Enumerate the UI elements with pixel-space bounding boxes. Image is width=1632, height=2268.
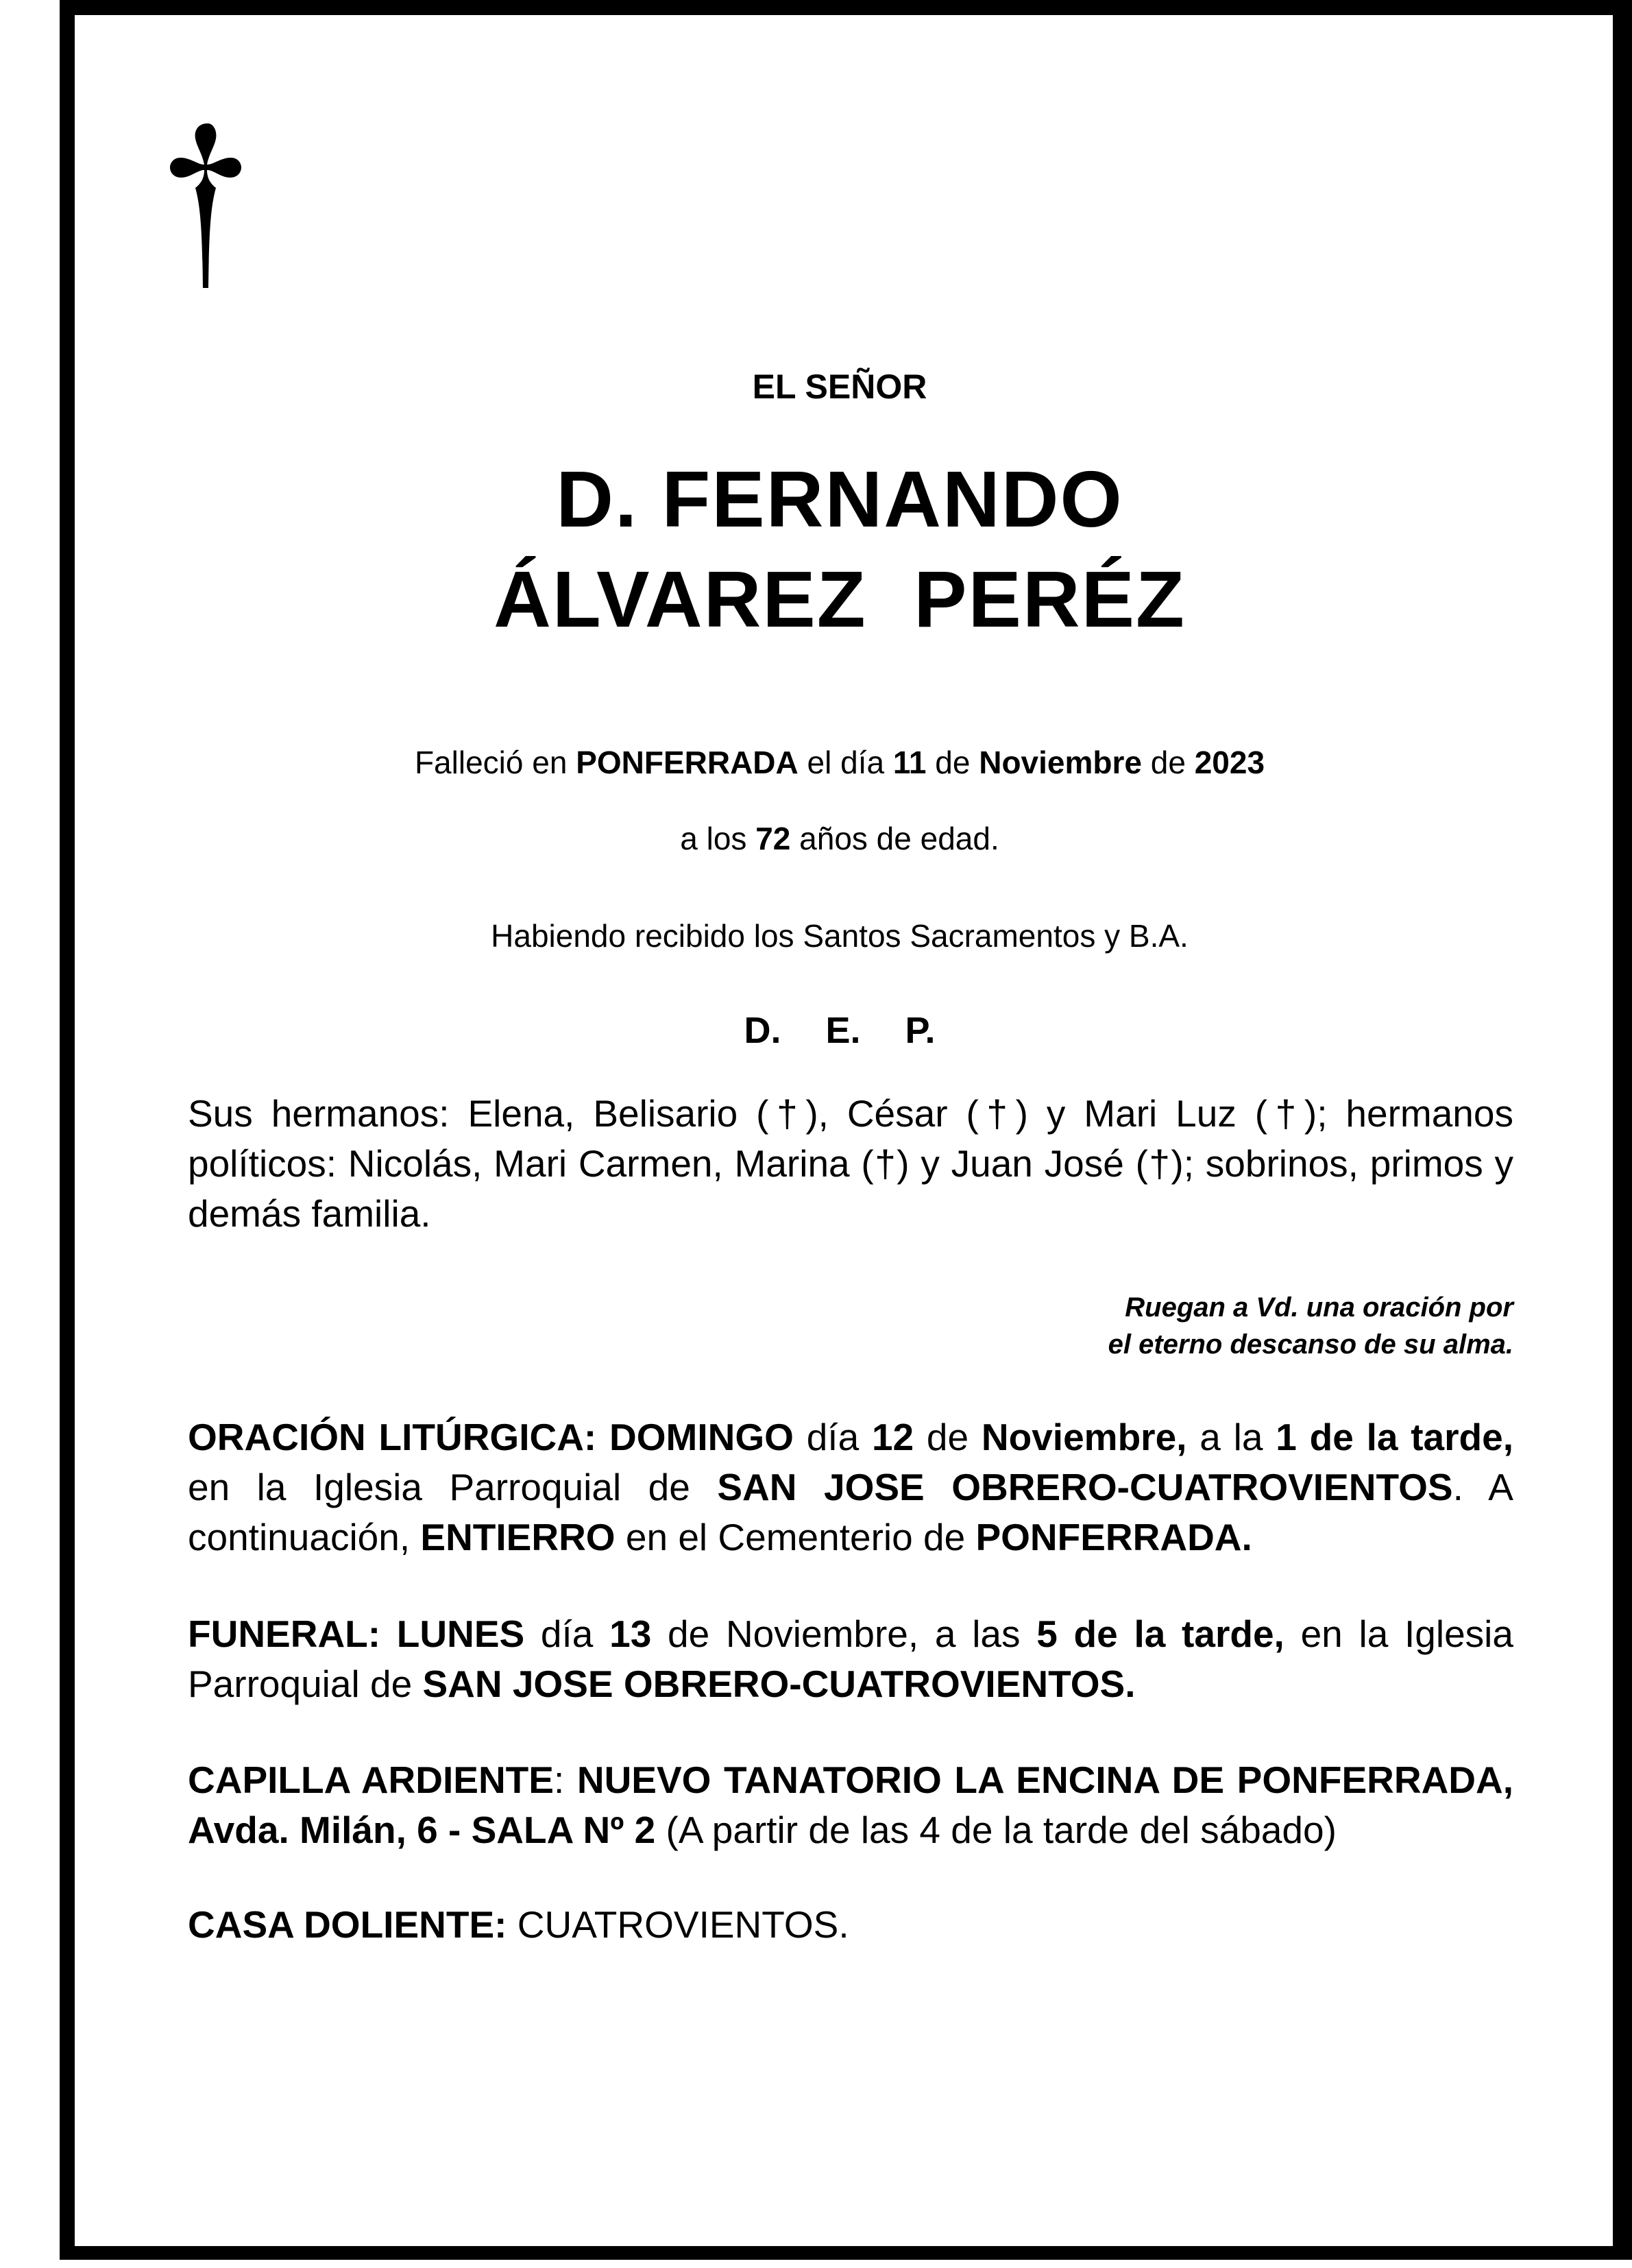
bold-text-segment: CAPILLA ARDIENTE: [188, 1759, 554, 1801]
bold-text-segment: SAN JOSE OBRERO-CUATROVIENTOS.: [422, 1663, 1136, 1705]
age-info: [75, 820, 1604, 857]
text-segment: en la Iglesia Parroquial de: [188, 1613, 1513, 1705]
bold-text-segment: 13: [609, 1613, 652, 1655]
family-paragraph: Sus hermanos: Elena, Belisario (†), César (†) y Mari Luz (†); hermanos políticos: Nicolás, Mari Carmen, Marina (†) y Juan José (†); sobrinos, primos y demás familia.: [188, 1092, 1513, 1235]
text-segment: en el Cementerio de: [615, 1516, 976, 1558]
bold-text-segment: CASA DOLIENTE:: [188, 1903, 507, 1946]
dep-text: D. E. P.: [744, 1010, 936, 1051]
bold-text-segment: PONFERRADA.: [975, 1516, 1252, 1558]
text-segment: de Noviembre, a las: [651, 1613, 1037, 1655]
liturgical-prayer-paragraph: [188, 1412, 1513, 1563]
text-segment: a los: [680, 821, 756, 856]
text-segment: de: [914, 1416, 982, 1458]
honorific-title: EL SEÑOR: [752, 367, 927, 406]
text-segment: en la Iglesia Parroquial de: [188, 1466, 718, 1508]
bold-text-segment: SAN JOSE OBRERO-CUATROVIENTOS: [717, 1466, 1453, 1508]
bold-text-segment: 72: [755, 821, 791, 856]
mourning-house-paragraph: [188, 1900, 1513, 1950]
text-segment: a la: [1186, 1416, 1276, 1458]
deceased-name-line1: D. FERNANDO: [556, 455, 1123, 544]
deceased-name: [75, 449, 1604, 649]
bold-text-segment: NUEVO TANATORIO LA ENCINA DE PONFERRADA, Avda. Milán, 6 - SALA Nº 2: [188, 1759, 1514, 1851]
bold-text-segment: Noviembre: [979, 745, 1142, 780]
cross-icon: [170, 123, 245, 288]
text-segment: Falleció en: [414, 745, 576, 780]
prayer-line2: el eterno descanso de su alma.: [1108, 1329, 1513, 1360]
sacraments-text: Habiendo recibido los Santos Sacramentos y B.A.: [491, 918, 1189, 954]
text-segment: día: [793, 1416, 872, 1458]
bold-text-segment: 11: [892, 745, 927, 780]
text-segment: de: [1141, 745, 1195, 780]
bold-text-segment: 2023: [1194, 745, 1265, 780]
bold-text-segment: 1 de la tarde,: [1276, 1416, 1513, 1458]
chapel-paragraph: [188, 1755, 1513, 1855]
text-segment: (A partir de las 4 de la tarde del sábado): [655, 1809, 1337, 1851]
death-info: [75, 744, 1604, 781]
bold-text-segment: FUNERAL: LUNES: [188, 1613, 525, 1655]
bold-text-segment: Noviembre,: [981, 1416, 1187, 1458]
prayer-line1: Ruegan a Vd. una oración por: [1125, 1292, 1513, 1323]
text-segment: años de edad.: [790, 821, 999, 856]
text-segment: :: [553, 1759, 577, 1801]
bold-text-segment: ENTIERRO: [420, 1516, 616, 1558]
text-segment: . A continuación,: [188, 1466, 1513, 1558]
bold-text-segment: PONFERRADA: [576, 745, 799, 780]
text-segment: día: [524, 1613, 610, 1655]
bold-text-segment: 5 de la tarde,: [1036, 1613, 1284, 1655]
text-segment: CUATROVIENTOS.: [507, 1903, 849, 1946]
funeral-paragraph: [188, 1609, 1513, 1709]
text-segment: el día: [798, 745, 893, 780]
bold-text-segment: ORACIÓN LITÚRGICA: DOMINGO: [188, 1416, 794, 1458]
deceased-name-line2: ÁLVAREZ PERÉZ: [494, 555, 1186, 644]
text-segment: de: [926, 745, 979, 780]
prayer-request: [823, 1289, 1513, 1363]
bold-text-segment: 12: [871, 1416, 914, 1458]
